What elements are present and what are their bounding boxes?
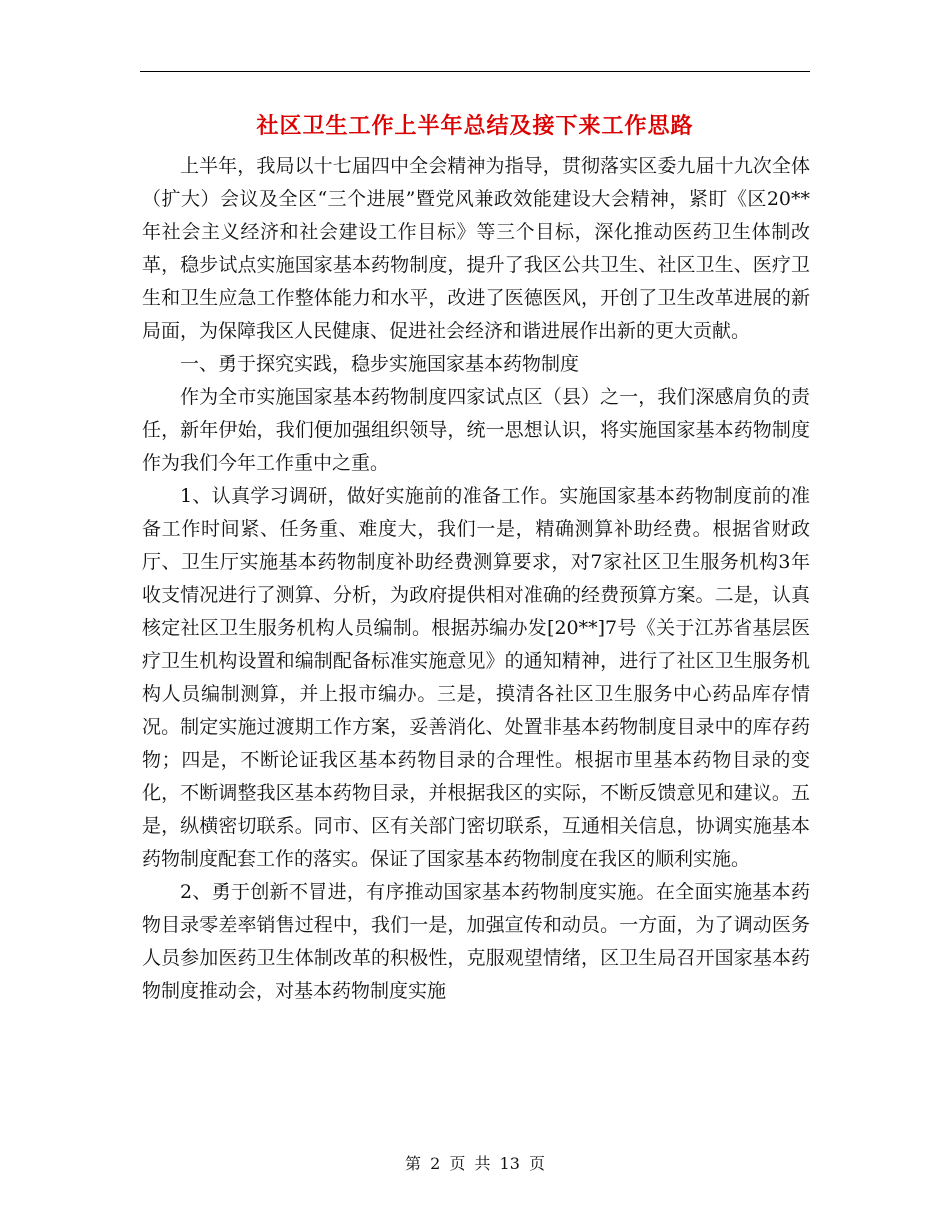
paragraph-item-2: 2、勇于创新不冒进，有序推动国家基本药物制度实施。在全面实施基本药物目录零差率销售过程中，我们一是，加强宣传和动员。一方面，为了调动医务人员参加医药卫生体制改革的积极性，克服观望情绪，区卫生局召开国家基本药物制度推动会，对基本药物制度实施 — [142, 881, 810, 1002]
document-body — [142, 150, 810, 1008]
paragraph-intro: 上半年，我局以十七届四中全会精神为指导，贯彻落实区委九届十九次全体（扩大）会议及全区“三个进展”暨党风兼政效能建设大会精神，紧盯《区20**年社会主义经济和社会建设工作目标》等三个目标，深化推动医药卫生体制改革，稳步试点实施国家基本药物制度，提升了我区公共卫生、社区卫生、医疗卫生和卫生应急工作整体能力和水平，改进了医德医风，开创了卫生改革进展的新局面，为保障我区人民健康、促进社会经济和谐进展作出新的更大贡献。 — [142, 155, 810, 342]
section-heading-1: 一、勇于探究实践，稳步实施国家基本药物制度 — [180, 353, 580, 375]
document-title: 社区卫生工作上半年总结及接下来工作思路 — [256, 113, 694, 139]
paragraph-item-1: 1、认真学习调研，做好实施前的准备工作。实施国家基本药物制度前的准备工作时间紧、任务重、难度大，我们一是，精确测算补助经费。根据省财政厅、卫生厅实施基本药物制度补助经费测算要求，对7家社区卫生服务机构3年收支情况进行了测算、分析，为政府提供相对准确的经费预算方案。二是，认真核定社区卫生服务机构人员编制。根据苏编办发[20**]7号《关于江苏省基层医疗卫生机构设置和编制配备标准实施意见》的通知精神，进行了社区卫生服务机构人员编制测算，并上报市编办。三是，摸清各社区卫生服务中心药品库存情况。制定实施过渡期工作方案，妥善消化、处置非基本药物制度目录中的库存药物；四是，不断论证我区基本药物目录的合理性。根据市里基本药物目录的变化，不断调整我区基本药物目录，并根据我区的实际，不断反馈意见和建议。五是，纵横密切联系。同市、区有关部门密切联系，互通相关信息，协调实施基本药物制度配套工作的落实。保证了国家基本药物制度在我区的顺利实施。 — [142, 485, 810, 870]
header-rule — [140, 71, 810, 72]
paragraph-section-1: 作为全市实施国家基本药物制度四家试点区（县）之一，我们深感肩负的责任，新年伊始，我们便加强组织领导，统一思想认识，将实施国家基本药物制度作为我们今年工作重中之重。 — [142, 386, 810, 474]
page-number: 第 2 页 共 13 页 — [405, 1154, 545, 1173]
